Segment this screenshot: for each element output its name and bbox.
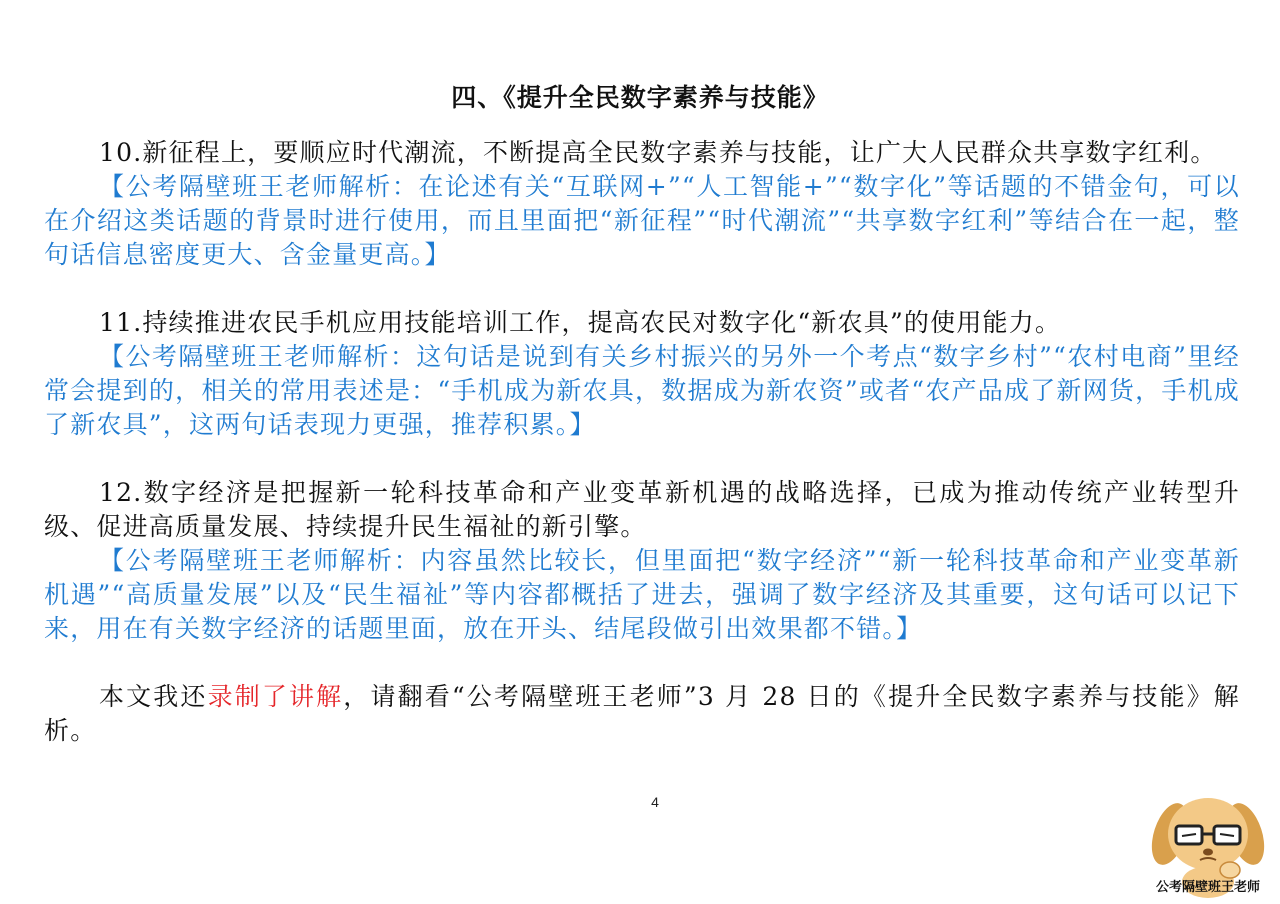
- logo-caption: 公考隔壁班王老师: [1155, 880, 1260, 895]
- closing-highlight: 录制了讲解: [207, 682, 344, 711]
- closing-paragraph: [44, 680, 1240, 748]
- page-number: 4: [651, 794, 659, 810]
- quote-12: 12.数字经济是把握新一轮科技革命和产业变革新机遇的战略选择，已成为推动传统产业转型升级、促进高质量发展、持续提升民生福祉的新引擎。: [44, 478, 1240, 541]
- quote-10: 10.新征程上，要顺应时代潮流，不断提高全民数字素养与技能，让广大人民群众共享数字红利。: [99, 138, 1217, 167]
- section-title: 四、《提升全民数字素养与技能》: [451, 83, 829, 112]
- closing-text-before: 本文我还: [99, 682, 208, 711]
- quote-11: 11.持续推进农民手机应用技能培训工作，提高农民对数字化“新农具”的使用能力。: [99, 308, 1062, 337]
- spacer: [44, 272, 1240, 306]
- spacer: [44, 442, 1240, 476]
- spacer: [44, 646, 1240, 680]
- document-body: [44, 136, 1240, 748]
- analysis-11: 【公考隔壁班王老师解析：这句话是说到有关乡村振兴的另外一个考点“数字乡村”“农村电商”里经常会提到的，相关的常用表述是：“手机成为新农具，数据成为新农资”或者“农产品成了新网货，手机成了新农具”，这两句话表现力更强，推荐积累。】: [44, 342, 1240, 439]
- analysis-10: 【公考隔壁班王老师解析：在论述有关“互联网+”“人工智能+”“数字化”等话题的不错金句，可以在介绍这类话题的背景时进行使用，而且里面把“新征程”“时代潮流”“共享数字红利”等结合在一起，整句话信息密度更大、含金量更高。】: [44, 172, 1240, 269]
- closing-text-after: ，请翻看“公考隔壁班王老师”3 月 28 日的《提升全民数字素养与技能》解析。: [44, 682, 1240, 745]
- analysis-12: 【公考隔壁班王老师解析：内容虽然比较长，但里面把“数字经济”“新一轮科技革命和产业变革新机遇”“高质量发展”以及“民生福祉”等内容都概括了进去，强调了数字经济及其重要，这句话可以记下来，用在有关数字经济的话题里面，放在开头、结尾段做引出效果都不错。】: [44, 546, 1240, 643]
